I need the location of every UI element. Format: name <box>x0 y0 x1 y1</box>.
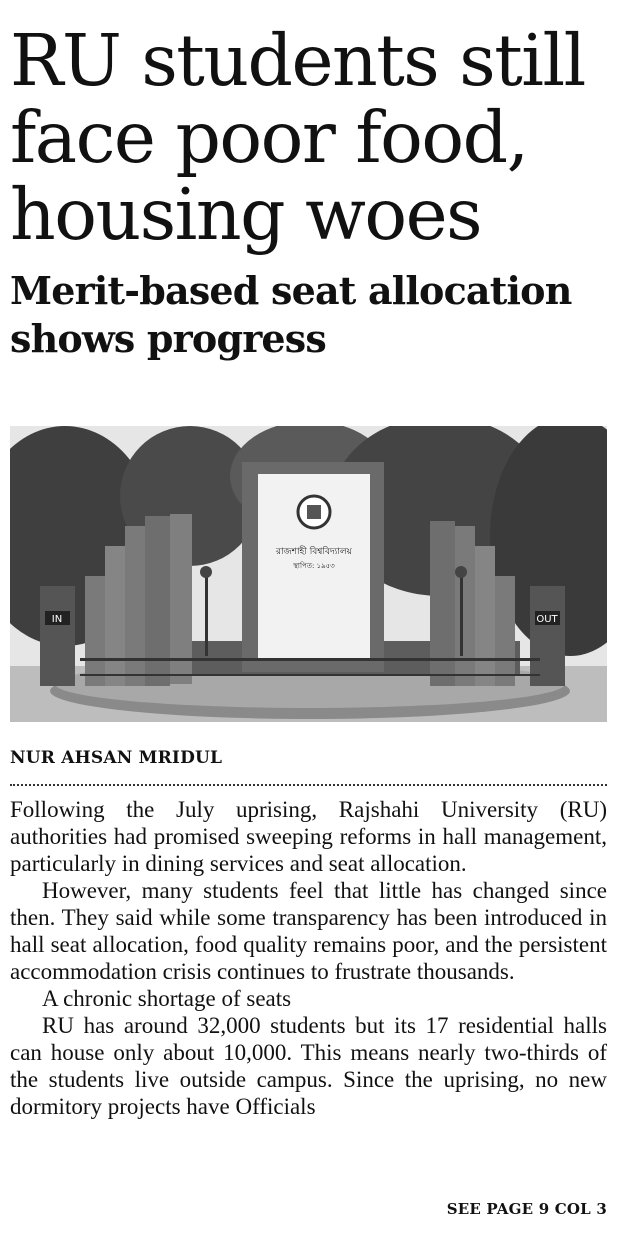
subheadline <box>10 267 607 363</box>
article <box>10 0 607 1218</box>
in-sign-label: IN <box>51 614 63 625</box>
headline-line: face poor food, <box>10 96 528 179</box>
gate-sign-year: স্থাপিত: ১৯৫৩ <box>293 562 335 570</box>
paragraph: However, many students feel that little has changed since then. They said while some transparency has been introduced in hall seat allocation, food quality remains poor, and the persistent accommodation crisis continues to frustrate thousands. <box>10 878 607 984</box>
subheadline-line: Merit-based seat allocation <box>10 268 572 313</box>
paragraph: RU has around 32,000 students but its 17 residential halls can house only about 10,000. This means nearly two-thirds of the students live outside campus. Since the uprising, no new dormitory projects have Officials <box>10 1013 607 1119</box>
byline: NUR AHSAN MRIDUL <box>10 748 223 768</box>
gate-sign-name: রাজশাহী বিশ্ববিদ্যালয় <box>276 547 352 557</box>
headline <box>10 19 607 256</box>
article-body <box>10 796 607 1120</box>
section-subheading: A chronic shortage of seats <box>42 986 292 1011</box>
subheadline-line: shows progress <box>10 316 326 361</box>
continuation-note: SEE PAGE 9 COL 3 <box>446 1200 607 1218</box>
headline-line: housing woes <box>10 173 482 256</box>
paragraph: Following the July uprising, Rajshahi University (RU) authorities had promised sweeping reforms in hall management, particularly in dining services and seat allocation. <box>10 797 607 876</box>
dotted-divider <box>10 784 607 786</box>
out-sign-label: OUT <box>536 614 558 625</box>
university-gate-photo <box>10 426 607 722</box>
headline-line: RU students still <box>10 19 585 102</box>
